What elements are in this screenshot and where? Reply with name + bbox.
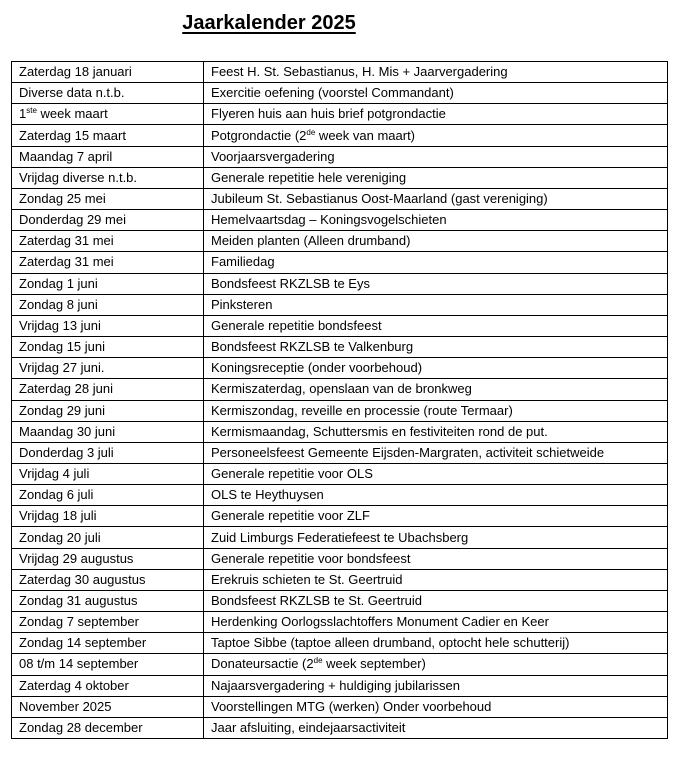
- table-row: [12, 231, 668, 252]
- event-cell: Hemelvaartsdag – Koningsvogelschieten: [204, 210, 668, 231]
- table-row: [12, 675, 668, 696]
- date-cell: 1ste week maart: [12, 104, 204, 125]
- calendar-table: [11, 61, 668, 739]
- date-cell: Zondag 6 juli: [12, 485, 204, 506]
- date-cell: Vrijdag 13 juni: [12, 315, 204, 336]
- date-cell: 08 t/m 14 september: [12, 654, 204, 675]
- event-cell: Voorstellingen MTG (werken) Onder voorbehoud: [204, 696, 668, 717]
- event-cell: Jaar afsluiting, eindejaarsactiviteit: [204, 717, 668, 738]
- event-cell: Meiden planten (Alleen drumband): [204, 231, 668, 252]
- table-row: [12, 146, 668, 167]
- table-row: [12, 590, 668, 611]
- table-row: [12, 485, 668, 506]
- event-cell: Taptoe Sibbe (taptoe alleen drumband, optocht hele schutterij): [204, 633, 668, 654]
- table-row: [12, 548, 668, 569]
- table-row: [12, 294, 668, 315]
- table-row: [12, 442, 668, 463]
- date-cell: Vrijdag diverse n.t.b.: [12, 167, 204, 188]
- event-cell: Bondsfeest RKZLSB te Eys: [204, 273, 668, 294]
- date-cell: Maandag 7 april: [12, 146, 204, 167]
- date-cell: November 2025: [12, 696, 204, 717]
- table-row: [12, 167, 668, 188]
- table-row: [12, 337, 668, 358]
- date-cell: Zondag 15 juni: [12, 337, 204, 358]
- event-cell: Generale repetitie hele vereniging: [204, 167, 668, 188]
- table-row: [12, 379, 668, 400]
- date-cell: Zondag 1 juni: [12, 273, 204, 294]
- date-cell: Zaterdag 4 oktober: [12, 675, 204, 696]
- event-cell: Feest H. St. Sebastianus, H. Mis + Jaarvergadering: [204, 62, 668, 83]
- event-cell: Familiedag: [204, 252, 668, 273]
- date-cell: Zondag 29 juni: [12, 400, 204, 421]
- table-row: [12, 696, 668, 717]
- date-cell: Vrijdag 4 juli: [12, 463, 204, 484]
- date-cell: Zaterdag 30 augustus: [12, 569, 204, 590]
- event-cell: Kermiszaterdag, openslaan van de bronkweg: [204, 379, 668, 400]
- event-cell: Flyeren huis aan huis brief potgrondactie: [204, 104, 668, 125]
- date-cell: Zondag 25 mei: [12, 188, 204, 209]
- date-cell: Zaterdag 31 mei: [12, 231, 204, 252]
- table-row: [12, 315, 668, 336]
- table-row: [12, 633, 668, 654]
- table-row: [12, 569, 668, 590]
- date-cell: Zaterdag 28 juni: [12, 379, 204, 400]
- event-cell: Bondsfeest RKZLSB te St. Geertruid: [204, 590, 668, 611]
- date-cell: Zaterdag 31 mei: [12, 252, 204, 273]
- table-row: [12, 506, 668, 527]
- date-cell: Donderdag 3 juli: [12, 442, 204, 463]
- table-row: [12, 62, 668, 83]
- calendar-body: [12, 62, 668, 739]
- date-cell: Vrijdag 27 juni.: [12, 358, 204, 379]
- event-cell: Kermiszondag, reveille en processie (route Termaar): [204, 400, 668, 421]
- event-cell: Donateursactie (2de week september): [204, 654, 668, 675]
- table-row: [12, 358, 668, 379]
- event-cell: Bondsfeest RKZLSB te Valkenburg: [204, 337, 668, 358]
- table-row: [12, 210, 668, 231]
- table-row: [12, 654, 668, 675]
- table-row: [12, 612, 668, 633]
- event-cell: Herdenking Oorlogsslachtoffers Monument Cadier en Keer: [204, 612, 668, 633]
- date-cell: Donderdag 29 mei: [12, 210, 204, 231]
- event-cell: Generale repetitie voor bondsfeest: [204, 548, 668, 569]
- table-row: [12, 527, 668, 548]
- event-cell: Najaarsvergadering + huldiging jubilarissen: [204, 675, 668, 696]
- event-cell: Generale repetitie voor ZLF: [204, 506, 668, 527]
- event-cell: Generale repetitie voor OLS: [204, 463, 668, 484]
- date-cell: Zondag 8 juni: [12, 294, 204, 315]
- event-cell: Potgrondactie (2de week van maart): [204, 125, 668, 146]
- event-cell: Voorjaarsvergadering: [204, 146, 668, 167]
- table-row: [12, 400, 668, 421]
- event-cell: Pinksteren: [204, 294, 668, 315]
- date-cell: Zaterdag 18 januari: [12, 62, 204, 83]
- table-row: [12, 273, 668, 294]
- date-cell: Zondag 14 september: [12, 633, 204, 654]
- event-cell: Kermismaandag, Schuttersmis en festiviteiten rond de put.: [204, 421, 668, 442]
- event-cell: Exercitie oefening (voorstel Commandant): [204, 83, 668, 104]
- table-row: [12, 83, 668, 104]
- table-row: [12, 125, 668, 146]
- event-cell: Jubileum St. Sebastianus Oost-Maarland (gast vereniging): [204, 188, 668, 209]
- date-cell: Vrijdag 18 juli: [12, 506, 204, 527]
- page-title: Jaarkalender 2025: [182, 12, 356, 34]
- table-row: [12, 421, 668, 442]
- event-cell: Generale repetitie bondsfeest: [204, 315, 668, 336]
- date-cell: Zondag 28 december: [12, 717, 204, 738]
- date-cell: Zondag 20 juli: [12, 527, 204, 548]
- date-cell: Vrijdag 29 augustus: [12, 548, 204, 569]
- event-cell: Koningsreceptie (onder voorbehoud): [204, 358, 668, 379]
- table-row: [12, 188, 668, 209]
- event-cell: OLS te Heythuysen: [204, 485, 668, 506]
- table-row: [12, 252, 668, 273]
- date-cell: Zondag 7 september: [12, 612, 204, 633]
- date-cell: Diverse data n.t.b.: [12, 83, 204, 104]
- table-row: [12, 104, 668, 125]
- event-cell: Erekruis schieten te St. Geertruid: [204, 569, 668, 590]
- table-row: [12, 717, 668, 738]
- event-cell: Zuid Limburgs Federatiefeest te Ubachsberg: [204, 527, 668, 548]
- table-row: [12, 463, 668, 484]
- event-cell: Personeelsfeest Gemeente Eijsden-Margraten, activiteit schietweide: [204, 442, 668, 463]
- date-cell: Maandag 30 juni: [12, 421, 204, 442]
- date-cell: Zondag 31 augustus: [12, 590, 204, 611]
- date-cell: Zaterdag 15 maart: [12, 125, 204, 146]
